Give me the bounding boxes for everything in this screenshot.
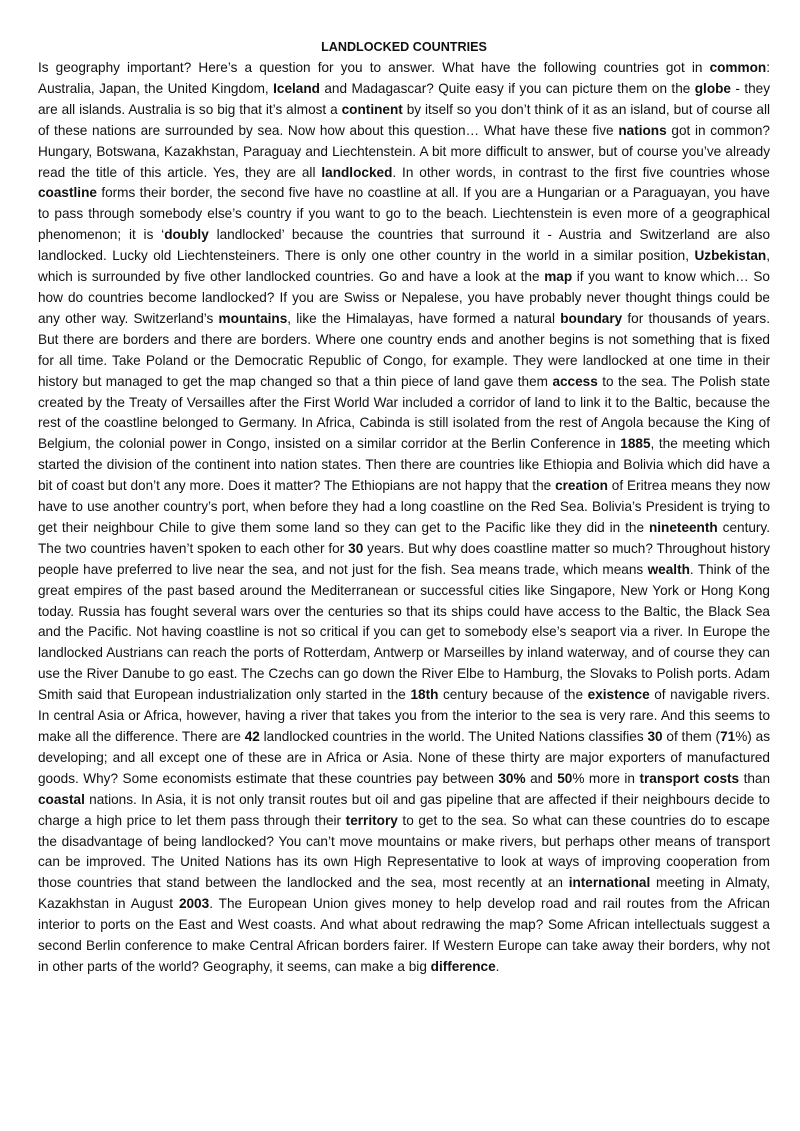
bold-keyword: territory bbox=[345, 812, 398, 828]
bold-keyword: globe bbox=[694, 80, 731, 96]
bold-keyword: existence bbox=[587, 687, 650, 703]
text-run: years. But why does coastline matter so much? Throughout history people have preferred to live near the sea, and not just for the fish. Sea means trade, which means bbox=[38, 540, 770, 577]
bold-keyword: coastal bbox=[38, 791, 85, 807]
text-run: century. The two countries haven’t spoken to each other for bbox=[38, 519, 770, 556]
bold-keyword: Iceland bbox=[273, 80, 320, 96]
text-run: : Australia, Japan, the United Kingdom, bbox=[38, 60, 770, 96]
bold-keyword: wealth bbox=[647, 561, 690, 577]
bold-keyword: nineteenth bbox=[648, 519, 718, 535]
bold-keyword: doubly bbox=[164, 227, 209, 243]
text-run: for thousands of years. But there are borders and there are borders. Where one country ends and another begins is not something that is fixed for all time. Take Poland or the Democratic Republic of Congo, for example. They were landlocked at one time in their history but managed to get the map changed so that a thin piece of land gave them bbox=[38, 310, 770, 389]
text-run: of Eritrea means they now have to use another country’s port, when before they had a long coastline on the Red Sea. Bolivia’s President is trying to get their neighbour Chile to give them some land so they can get to the Pacific like they did in the bbox=[38, 478, 770, 535]
text-run: % more in bbox=[572, 770, 640, 786]
text-run: . Think of the great empires of the past based around the Mediterranean or successful cities like Singapore, New York or Hong Kong today. Russia has fought several wars over the centuries so that its ships could have access to the Baltic, the Black Sea and the Pacific. Not having coastline is not so critical if you can get to somebody else’s seaport via a river. In Europe the landlocked Austrians can reach the ports of Rotterdam, Antwerp or Marseilles by inland waterway, and of course they can use the River Danube to go east. The Czechs can go down the River Elbe to Hamburg, the Slovaks to Polish ports. Adam Smith said that European industrialization only started in the bbox=[38, 561, 770, 703]
text-run: , which is surrounded by five other landlocked countries. Go and have a look at the bbox=[38, 248, 770, 285]
bold-keyword: 1885 bbox=[620, 436, 651, 452]
document-title: LANDLOCKED COUNTRIES bbox=[321, 40, 487, 54]
text-run: century because of the bbox=[438, 687, 588, 703]
bold-keyword: access bbox=[552, 373, 598, 389]
bold-keyword: 71 bbox=[720, 729, 736, 744]
text-run: Is geography important? Here’s a question for you to answer. What have the following countries got in bbox=[38, 60, 710, 75]
text-run: . The European Union gives money to help develop road and rail routes from the African interior to ports on the East and West coasts. And what about redrawing the map? Some African intellectuals suggest a second Berlin conference to make Central African borders fairer. If Western Europe can take away their borders, why not in other parts of the world? Geography, it seems, can make a big bbox=[38, 896, 770, 974]
text-run: landlocked’ because the countries that surround it - Austria and Switzerland are also landlocked. Lucky old Liechtensteiners. There is only one other country in the world in a similar position, bbox=[38, 227, 771, 264]
bold-keyword: nations bbox=[618, 122, 667, 138]
bold-keyword: common bbox=[709, 60, 767, 75]
text-run: and bbox=[525, 770, 558, 786]
text-run: meeting in Almaty, Kazakhstan in August bbox=[38, 875, 770, 912]
text-run: and Madagascar? Quite easy if you can picture them on the bbox=[319, 80, 695, 96]
text-run: . bbox=[495, 958, 500, 974]
text-run: - they are all islands. Australia is so big that it’s almost a bbox=[38, 80, 771, 117]
bold-keyword: creation bbox=[555, 478, 608, 494]
text-run: , the meeting which started the division of the continent into nation states. Then there are countries like Ethiopia and Bolivia which did have a bit of coast but don’t any more. Does it matter? The Ethiopians are not happy that the bbox=[38, 436, 771, 494]
bold-keyword: difference bbox=[430, 958, 496, 974]
bold-keyword: transport costs bbox=[639, 770, 740, 786]
bold-keyword: landlocked bbox=[321, 164, 393, 180]
text-run: forms their border, the second five have no coastline at all. If you are a Hungarian or a Paraguayan, you have to pass through somebody else’s country if you want to go to the beach. Liechtenstein is even more of a geographical phenomenon; it is ‘ bbox=[38, 185, 770, 243]
text-run: if you want to know which… So how do countries become landlocked? If you are Swiss or Nepalese, you have probably never thought things could be any other way. Switzerland’s bbox=[38, 269, 770, 326]
bold-keyword: 30 bbox=[348, 540, 364, 556]
text-run: of navigable rivers. In central Asia or Africa, however, having a river that takes you from the interior to the sea is very rare. And this seems to make all the difference. There are bbox=[38, 687, 770, 744]
text-run: than bbox=[739, 770, 771, 786]
bold-keyword: 2003 bbox=[178, 896, 210, 912]
text-run: got in common? Hungary, Botswana, Kazakhstan, Paraguay and Liechtenstein. A bit more difficult to answer, but of course you’ve already read the title of this article. Yes, they are all bbox=[38, 122, 770, 180]
bold-keyword: Uzbekistan bbox=[694, 248, 767, 264]
bold-keyword: mountains bbox=[218, 310, 288, 326]
text-run: %) as developing; and all except one of these are in Africa or Asia. None of these thirty are major exporters of manufactured goods. Why? Some economists estimate that these countries pay between bbox=[38, 729, 770, 786]
text-run: nations. In Asia, it is not only transit routes but oil and gas pipeline that are affected if their neighbours decide to charge a high price to let them pass through their bbox=[38, 791, 770, 828]
text-run: . In other words, in contrast to the first five countries whose bbox=[392, 164, 770, 180]
bold-keyword: coastline bbox=[38, 185, 97, 201]
text-run: of them ( bbox=[662, 729, 721, 744]
document-page bbox=[38, 38, 770, 978]
bold-keyword: 18th bbox=[410, 687, 439, 703]
bold-keyword: boundary bbox=[560, 310, 623, 326]
bold-keyword: continent bbox=[341, 101, 403, 117]
bold-keyword: 42 bbox=[244, 729, 260, 744]
bold-keyword: 30 bbox=[647, 729, 663, 744]
text-run: , like the Himalayas, have formed a natural bbox=[287, 310, 561, 326]
bold-keyword: 50 bbox=[557, 770, 573, 786]
text-run: to get to the sea. So what can these countries do to escape the disadvantage of being landlocked? You can’t move mountains or make rivers, but perhaps other means of transport can be improved. The United Nations has its own High Representative to look at ways of improving cooperation from those countries that stand between the landlocked and the sea, most recently at an bbox=[38, 812, 770, 891]
bold-keyword: map bbox=[544, 269, 573, 285]
text-run: by itself so you don’t think of it as an island, but of course all of these nations are surrounded by sea. Now how about this question… What have these five bbox=[38, 101, 770, 138]
bold-keyword: 30% bbox=[498, 770, 526, 786]
article-body bbox=[38, 58, 770, 978]
bold-keyword: international bbox=[568, 875, 651, 891]
text-run: landlocked countries in the world. The United Nations classifies bbox=[259, 729, 648, 744]
text-run: to the sea. The Polish state created by the Treaty of Versailles after the First World War included a corridor of land to link it to the Baltic, because the rest of the coastline belonged to Germany. In Africa, Cabinda is still isolated from the rest of Angola because the King of Belgium, the colonial power in Congo, insisted on a similar corridor at the Berlin Conference in bbox=[38, 373, 771, 452]
